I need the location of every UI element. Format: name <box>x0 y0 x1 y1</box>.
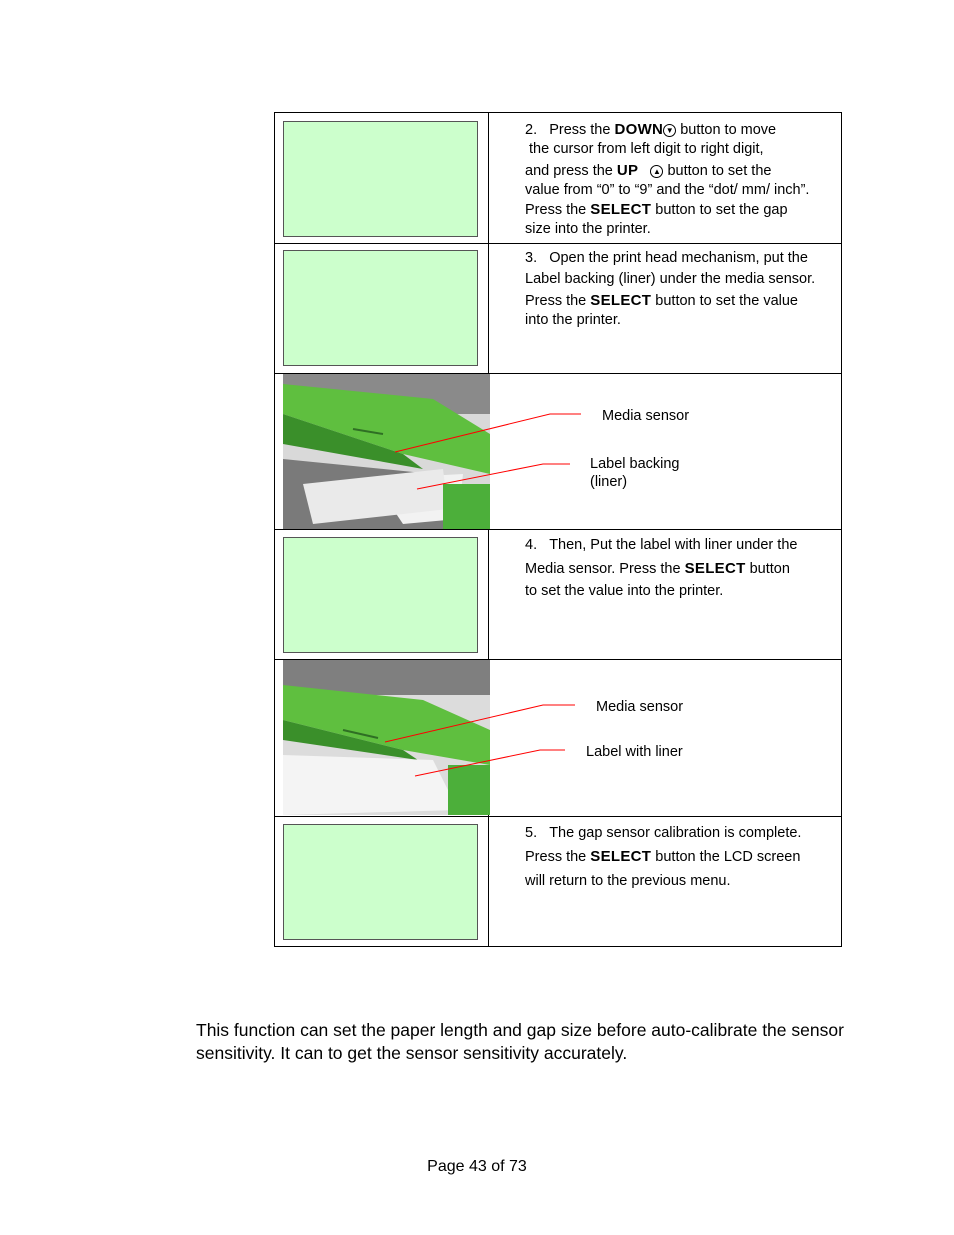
callout-liner: (liner) <box>590 474 628 490</box>
up-arrow-icon: ▲ <box>650 165 663 178</box>
callout-label-with-liner: Label with liner <box>586 744 683 760</box>
lcd-screen <box>283 824 478 940</box>
select-key-label: SELECT <box>684 560 746 577</box>
lcd-screen <box>283 121 478 237</box>
callout-media-sensor: Media sensor <box>596 699 684 715</box>
callout-media-sensor: Media sensor <box>602 408 690 424</box>
instruction-table <box>274 112 842 947</box>
step-text: 3. Open the print head mechanism, put the Label backing (liner) under the media sensor. Press the SELECT button to set the value into the printer. <box>525 250 816 328</box>
up-key-label: UP <box>616 162 639 179</box>
lcd-screen <box>283 250 478 366</box>
table-row <box>275 530 841 660</box>
select-key-label: SELECT <box>590 292 652 309</box>
callout-label-backing: Label backing <box>590 456 680 472</box>
step-text: 4. Then, Put the label with liner under the Media sensor. Press the SELECT button to set the value into the printer. <box>525 537 798 599</box>
select-key-label: SELECT <box>590 201 652 218</box>
lcd-screen <box>283 537 478 653</box>
select-key-label: SELECT <box>590 848 652 865</box>
down-arrow-icon: ▼ <box>663 124 676 137</box>
step-text: 2. Press the DOWN ▼ button to move the cursor from left digit to right digit, and press the UP ▲ button to set the value from “0” to “9” and the “dot/ mm/ inch”. Press the SELECT button to set the gap size into the printer. <box>525 121 810 237</box>
page-footer: Page 43 of 73 <box>427 1158 527 1175</box>
table-row <box>275 660 841 817</box>
step-text: 5. The gap sensor calibration is complete. Press the SELECT button the LCD screen will return to the previous menu. <box>525 825 802 889</box>
table-row <box>275 244 841 374</box>
table-row <box>275 374 841 530</box>
body-paragraph: This function can set the paper length and gap size before auto-calibrate the sensor sensitivity. It can to get the sensor sensitivity accurately. <box>196 1020 844 1063</box>
table-row <box>275 817 841 946</box>
down-key-label: DOWN <box>614 121 664 138</box>
table-row <box>275 113 841 244</box>
